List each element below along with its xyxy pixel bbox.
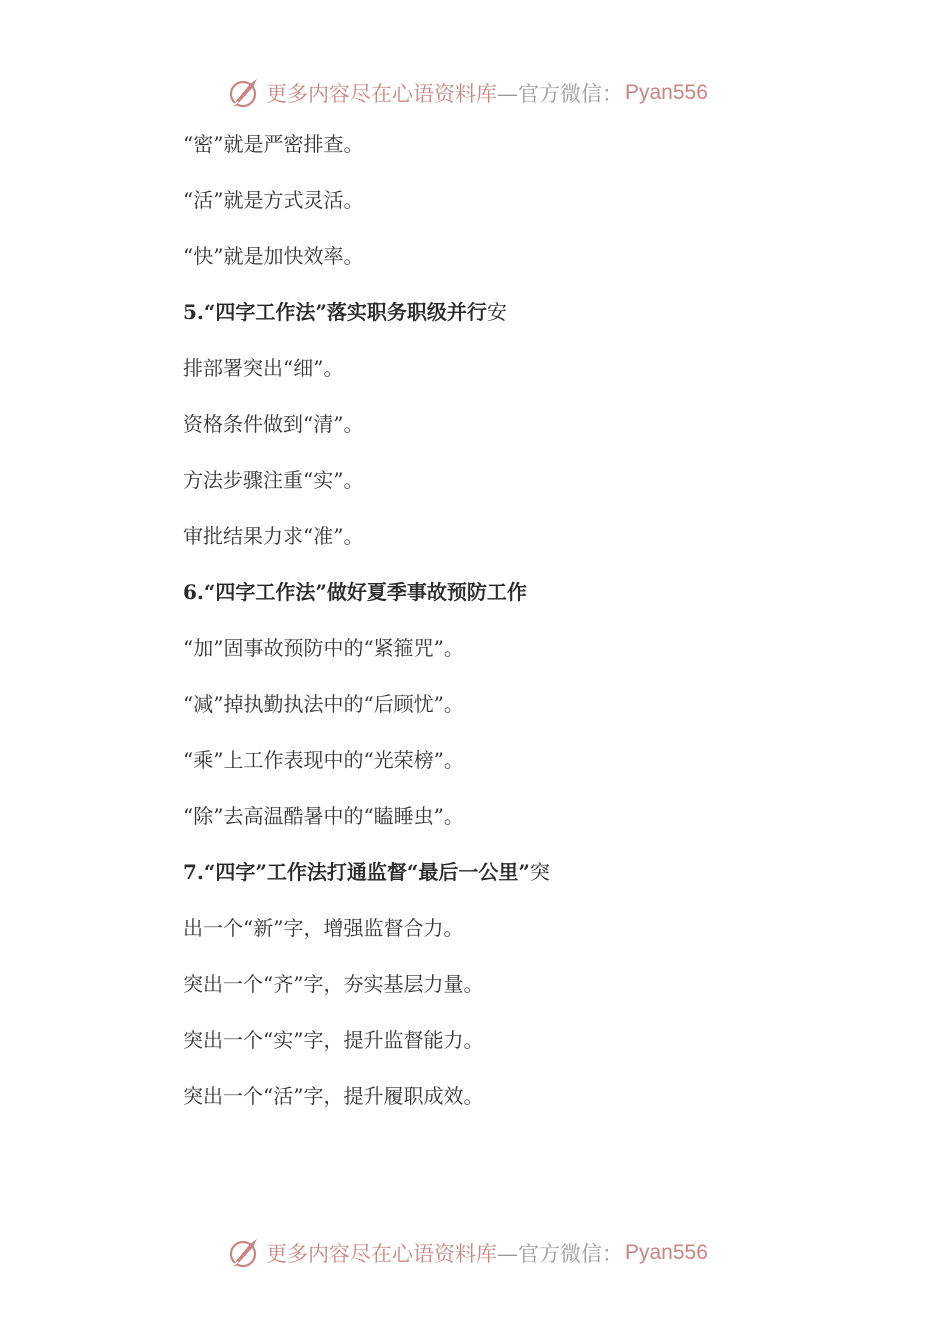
- watermark-sub-text: —官方微信：: [497, 1242, 623, 1266]
- heading-tail-text: 安: [486, 300, 507, 324]
- heading-text: 5.“四字工作法”落实职务职级并行: [183, 300, 487, 324]
- text-line: 突出一个“齐”字，夯实基层力量。: [183, 972, 484, 996]
- watermark-banner-bottom: [226, 1236, 708, 1270]
- section-heading-6: [183, 574, 883, 630]
- text-line: “加”固事故预防中的“紧箍咒”。: [183, 636, 464, 660]
- text-line: “减”掉执勤执法中的“后顾忧”。: [183, 692, 464, 716]
- text-line: “乘”上工作表现中的“光荣榜”。: [183, 748, 464, 772]
- text-line: 突出一个“活”字，提升履职成效。: [183, 1084, 484, 1108]
- quill-pen-circle-icon: [226, 1236, 262, 1270]
- text-line: 出一个“新”字，增强监督合力。: [183, 916, 464, 940]
- quill-pen-circle-icon: [226, 76, 262, 110]
- section-heading-5: [183, 294, 883, 350]
- heading-text: 7.“四字”工作法打通监督“最后一公里”: [183, 860, 530, 884]
- watermark-wechat-id: Pyan556: [625, 81, 708, 104]
- text-line: 方法步骤注重“实”。: [183, 468, 364, 492]
- watermark-sub-text: —官方微信：: [497, 82, 623, 106]
- text-line: 排部署突出“细”。: [183, 356, 344, 380]
- text-line: “除”去高温酷暑中的“瞌睡虫”。: [183, 804, 464, 828]
- section-heading-7: [183, 854, 883, 910]
- text-line: 突出一个“实”字，提升监督能力。: [183, 1028, 484, 1052]
- document-body: [183, 126, 883, 1134]
- text-line: 审批结果力求“准”。: [183, 524, 364, 548]
- watermark-main-text: 更多内容尽在心语资料库: [266, 82, 497, 106]
- text-line: 资格条件做到“清”。: [183, 412, 364, 436]
- text-line: “密”就是严密排查。: [183, 132, 364, 156]
- text-line: “快”就是加快效率。: [183, 244, 364, 268]
- watermark-main-text: 更多内容尽在心语资料库: [266, 1242, 497, 1266]
- watermark-banner-top: [226, 76, 708, 110]
- watermark-wechat-id: Pyan556: [625, 1241, 708, 1264]
- text-line: “活”就是方式灵活。: [183, 188, 364, 212]
- heading-text: 6.“四字工作法”做好夏季事故预防工作: [183, 580, 527, 604]
- heading-tail-text: 突: [529, 860, 550, 884]
